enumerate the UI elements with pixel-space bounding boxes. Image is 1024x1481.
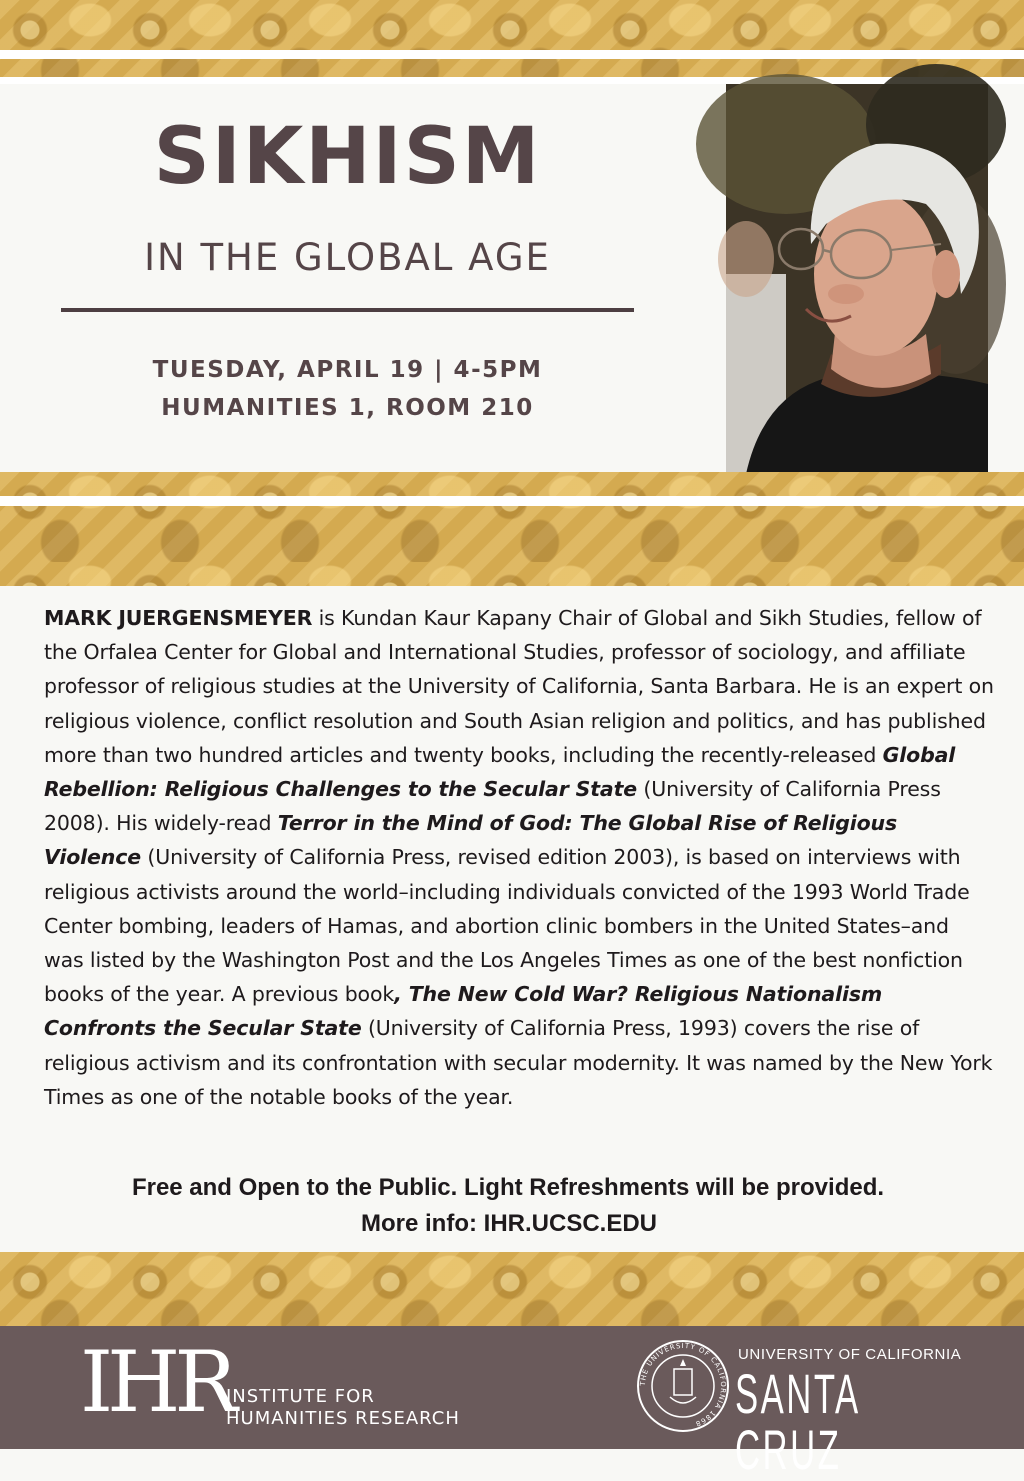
- bio-text: (University of California Press 2008). His widely-read: [44, 777, 941, 836]
- ucsc-logo-top: UNIVERSITY OF CALIFORNIA: [738, 1346, 962, 1363]
- white-stripe: [0, 50, 1024, 59]
- ornamental-band-bottom: [0, 1252, 1024, 1326]
- ucsc-logo-name[interactable]: SANTA CRUZ: [735, 1362, 859, 1481]
- book-title: The New Cold War? Religious Nationalism Confronts the Secular State: [44, 982, 883, 1041]
- white-stripe: [0, 496, 1024, 506]
- event-subtitle: IN THE GLOBAL AGE: [144, 236, 551, 279]
- speaker-portrait: [726, 84, 988, 474]
- speaker-name: MARK JUERGENSMEYER: [44, 606, 313, 630]
- seal-text: THE UNIVERSITY OF CALIFORNIA 1868: [638, 1341, 728, 1428]
- event-location: HUMANITIES 1, ROOM 210: [161, 395, 534, 421]
- ornamental-band-top: [0, 0, 1024, 84]
- event-date-time: TUESDAY, APRIL 19 | 4-5PM: [152, 357, 543, 383]
- title-divider: [61, 308, 634, 312]
- ihr-logo[interactable]: [80, 1333, 500, 1440]
- ihr-logo-mark: IHR: [80, 1333, 232, 1431]
- admission-notice: Free and Open to the Public. Light Refreshments will be provided.: [131, 1174, 885, 1201]
- speaker-bio: [44, 601, 994, 1114]
- book-title-comma: ,: [394, 982, 409, 1007]
- uc-seal-icon: [636, 1339, 730, 1433]
- event-title: SIKHISM: [153, 112, 542, 202]
- bio-text: is Kundan Kaur Kapany Chair of Global and Sikh Studies, fellow of the Orfalea Center for Global and International Studies, professor of sociology, and affiliate professor of religious studies at the University of California, Santa Barbara. He is an expert on religious violence, conflict resolution and South Asian religion and politics, and has published more than two hundred articles and twenty books, including the recently-released: [44, 606, 994, 767]
- book-title: Global Rebellion: Religious Challenges to the Secular State: [44, 742, 956, 802]
- white-stripe: [0, 77, 1024, 84]
- bio-text: (University of California Press, 1993) covers the rise of religious activism and its confrontation with secular modernity. It was named by the New York Times as one of the notable books of the year.: [44, 1016, 993, 1109]
- more-info-link[interactable]: More info: IHR.UCSC.EDU: [361, 1210, 657, 1237]
- ornamental-band-middle: [0, 472, 1024, 586]
- footer: [0, 1326, 1024, 1481]
- ihr-logo-name: INSTITUTE FOR HUMANITIES RESEARCH: [226, 1386, 460, 1429]
- book-title: Terror in the Mind of God: The Global Rise of Religious Violence: [44, 811, 898, 870]
- bio-text: (University of California Press, revised edition 2003), is based on interviews with religious activists around the world–including individuals convicted of the 1993 World Trade Center bombing, leaders of Hamas, and abortion clinic bombers in the United States–and was listed by the Washington Post and the Los Angeles Times as one of the best nonfiction books of the year. A previous book: [44, 845, 970, 1007]
